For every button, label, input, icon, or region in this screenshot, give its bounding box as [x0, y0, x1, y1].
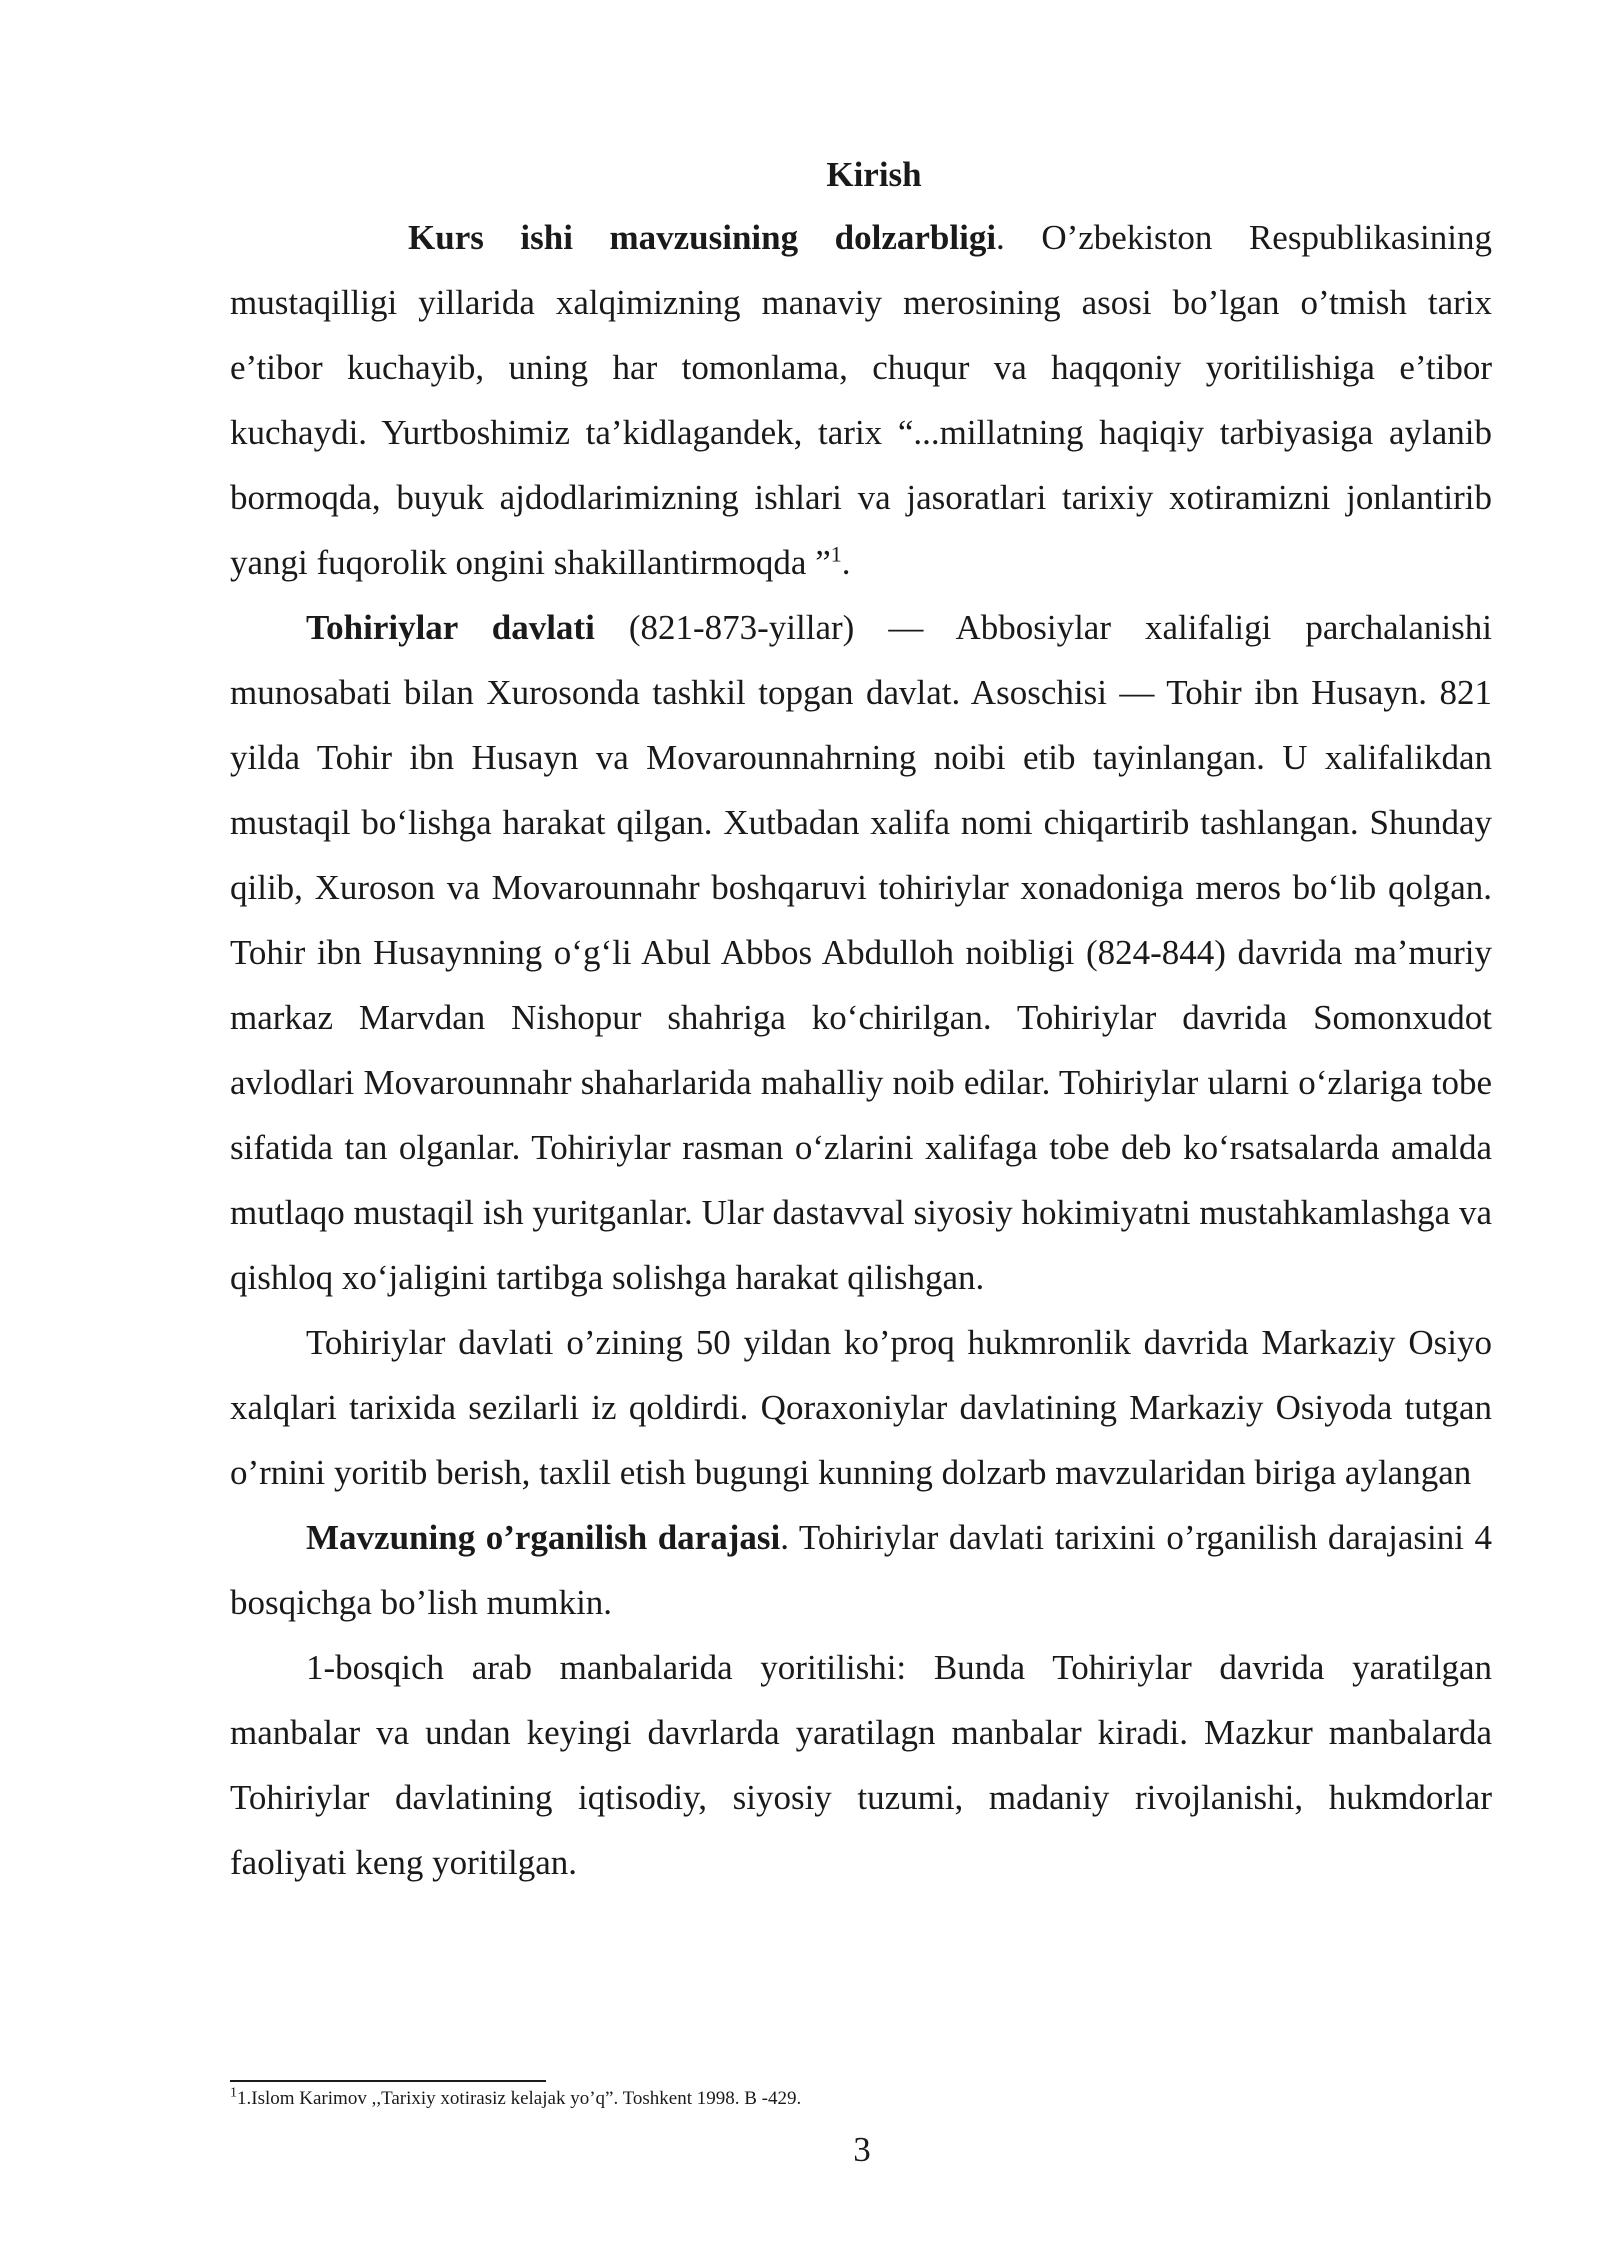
paragraph-tohiriylar-state: [230, 595, 1492, 1310]
footnote-separator: [230, 2080, 546, 2082]
paragraph-lead: Tohiriylar davlati: [306, 608, 595, 647]
paragraph-study-degree: [230, 1505, 1492, 1635]
page-title: Kirish: [826, 155, 922, 194]
paragraph-lead: Kurs ishi mavzusining dolzarbligi: [408, 218, 997, 257]
paragraph-end: .: [841, 543, 851, 582]
footnote-reference[interactable]: 1: [830, 541, 842, 567]
paragraph-stage-one: [230, 1635, 1492, 1895]
page-number: 3: [853, 2130, 871, 2169]
footnote: [230, 2085, 1492, 2113]
paragraph-text: Tohiriylar davlati o’zining 50 yildan ko’proq hukmronlik davrida Markaziy Osiyo xalqlari tarixida sezilarli iz qoldirdi. Qoraxoniylar davlatining Markaziy Osiyoda tutgan o’rnini yoritib berish, taxlil etish bugungi kunning dolzarb mavzularidan biriga aylangan: [230, 1323, 1492, 1492]
paragraph-text: (821-873-yillar) — Abbosiylar xalifaligi parchalanishi munosabati bilan Xurosonda tashkil topgan davlat. Asoschisi — Tohir ibn Husayn. 821 yilda Tohir ibn Husayn va Movarounnahrning noibi etib tayinlangan. U xalifalikdan mustaqil boʻlishga harakat qilgan. Xutbadan xalifa nomi chiqartirib tashlangan. Shunday qilib, Xuroson va Movarounnahr boshqaruvi tohiriylar xonadoniga meros boʻlib qolgan. Tohir ibn Husaynning oʻgʻli Abul Abbos Abdulloh noibligi (824-844) davrida maʼmuriy markaz Marvdan Nishopur shahriga koʻchirilgan. Tohiriylar davrida Somonxudot avlodlari Movarounnahr shaharlarida mahalliy noib edilar. Tohiriylar ularni oʻzlariga tobe sifatida tan olganlar. Tohiriylar rasman oʻzlarini xalifaga tobe deb koʻrsatsalarda amalda mutlaqo mustaqil ish yuritganlar. Ular dastavval siyosiy hokimiyatni mustahkamlashga va qishloq xoʻjaligini tartibga solishga harakat qilishgan.: [230, 608, 1492, 1297]
paragraph-legacy: [230, 1310, 1492, 1505]
paragraph-text: . O’zbekiston Respublikasining mustaqilligi yillarida xalqimizning manaviy merosining asosi bo’lgan o’tmish tarix e’tibor kuchayib, uning har tomonlama, chuqur va haqqoniy yoritilishiga e’tibor kuchaydi. Yurtboshimiz ta’kidlagandek, tarix “...millatning haqiqiy tarbiyasiga aylanib bormoqda, buyuk ajdodlarimizning ishlari va jasoratlari tarixiy xotiramizni jonlantirib yangi fuqorolik ongini shakillantirmoqda ”: [230, 218, 1492, 582]
paragraph-text: . Tohiriylar davlati tarixini o’rganilish darajasini 4 bosqichga bo’lish mumkin.: [230, 1518, 1492, 1622]
paragraph-relevance: [230, 205, 1492, 595]
footnote-marker: 1: [230, 2085, 237, 2101]
page-body: [230, 145, 1492, 1895]
footnote-text: 1.Islom Karimov ,,Tarixiy xotirasiz kelajak yo’q”. Toshkent 1998. B -429.: [237, 2088, 802, 2109]
paragraph-lead: Mavzuning o’rganilish darajasi: [306, 1518, 781, 1557]
paragraph-text: 1-bosqich arab manbalarida yoritilishi: Bunda Tohiriylar davrida yaratilgan manbalar va undan keyingi davrlarda yaratilagn manbalar kiradi. Mazkur manbalarda Tohiriylar davlatining iqtisodiy, siyosiy tuzumi, madaniy rivojlanishi, hukmdorlar faoliyati keng yoritilgan.: [230, 1648, 1492, 1882]
